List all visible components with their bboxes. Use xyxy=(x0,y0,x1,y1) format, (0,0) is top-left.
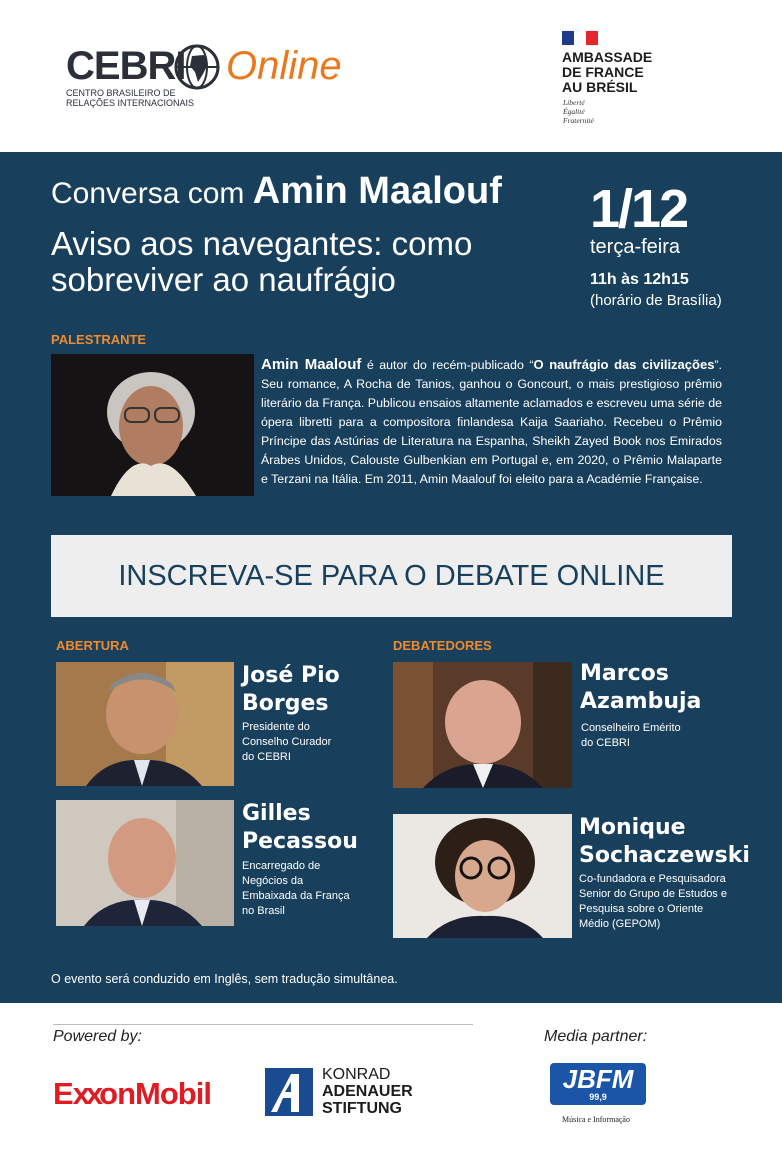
jbfm-logo-text: JBFM xyxy=(562,1064,634,1094)
exxon-letter: E xyxy=(53,1076,73,1111)
person-photo-monique-sochaczewski xyxy=(393,814,572,938)
person-photo-gilles-pecassou xyxy=(56,800,234,926)
person-role-jose-pio-borges xyxy=(242,720,331,765)
person-name-line: Sochaczewski xyxy=(579,843,750,868)
speaker-bio-name: Amin Maalouf xyxy=(261,356,362,373)
kas-line: STIFTUNG xyxy=(322,1100,402,1117)
jbfm-tagline: Música e Informação xyxy=(562,1115,630,1124)
event-timezone: (horário de Brasília) xyxy=(590,292,722,309)
globe-icon xyxy=(170,44,228,90)
motto-line: Égalité xyxy=(563,107,585,116)
person-role-line: Presidente do xyxy=(242,721,310,733)
person-name-line: José Pio xyxy=(242,663,340,688)
person-role-gilles-pecassou xyxy=(242,859,350,919)
event-title-name: Amin Maalouf xyxy=(252,170,502,212)
person-role-line: Co-fundadora e Pesquisadora xyxy=(579,873,726,885)
ambassade-line: AU BRÉSIL xyxy=(562,79,638,95)
exxon-interlocked: xx xyxy=(72,1076,100,1111)
language-note: O evento será conduzido em Inglês, sem tradução simultânea. xyxy=(51,972,398,986)
motto-line: Fraternité xyxy=(563,116,594,125)
speaker-photo xyxy=(51,354,254,496)
abertura-label: ABERTURA xyxy=(56,638,129,653)
person-role-line: do CEBRI xyxy=(242,751,291,763)
person-role-line: no Brasil xyxy=(242,905,285,917)
person-role-line: Conselho Curador xyxy=(242,736,332,748)
person-name-jose-pio-borges xyxy=(242,662,340,718)
cebri-logo-text: CEBRI xyxy=(66,44,186,88)
speaker-bio-text: é autor do recém-publicado “ xyxy=(361,358,534,372)
person-name-line: Monique xyxy=(579,815,686,840)
kas-line: ADENAUER xyxy=(322,1083,413,1100)
powered-by-label: Powered by: xyxy=(53,1028,142,1045)
event-subtitle: Aviso aos navegantes: como sobreviver ao naufrágio xyxy=(51,225,473,298)
cebri-subtitle-line: RELAÇÕES INTERNACIONAIS xyxy=(66,98,195,108)
person-photo-jose-pio-borges xyxy=(56,662,234,786)
speaker-bio-text: ”. Seu romance, A Rocha de Tanios, ganhou o Goncourt, o mais prestigioso prêmio literário da França. Publicou ensaios altamente aclamados e escreveu uma série de ópera libretti para a compositora finlandesa Kaija Saariaho. Recebeu o Prêmio Príncipe das Astúrias de Literatura na Espanha, Sheikh Zayed Book nos Emirados Árabes Unidos, Calouste Gulbenkian em Portugal e, em 2020, o Prêmio Malaparte e Terzani na Itália. Em 2011, Amin Maalouf foi eleito para a Académie Française. xyxy=(261,358,722,486)
register-banner[interactable] xyxy=(51,535,732,617)
speaker-bio-book: O naufrágio das civilizações xyxy=(533,357,715,372)
cebri-subtitle-line: CENTRO BRASILEIRO DE xyxy=(66,88,176,98)
person-role-line: Pesquisa sobre o Oriente xyxy=(579,903,704,915)
kas-logo-mark xyxy=(265,1068,313,1116)
ambassade-line: DE FRANCE xyxy=(562,64,644,80)
cebri-subtitle xyxy=(66,88,194,108)
event-hours: 11h às 12h15 xyxy=(590,271,689,288)
online-logo-text: Online xyxy=(226,44,342,88)
header xyxy=(0,0,782,152)
exxonmobil-logo xyxy=(53,1076,211,1112)
person-role-line: do CEBRI xyxy=(581,737,630,749)
jbfm-logo xyxy=(550,1063,646,1105)
person-role-line: Encarregado de xyxy=(242,860,321,872)
footer-divider xyxy=(53,1024,473,1025)
ambassade-line: AMBASSADE xyxy=(562,49,653,65)
person-name-gilles-pecassou xyxy=(242,800,358,856)
event-date: 1/12 xyxy=(590,179,688,239)
person-name-line: Borges xyxy=(242,691,329,716)
motto-line: Liberté xyxy=(563,98,585,107)
kas-line: KONRAD xyxy=(322,1066,391,1083)
ambassade-logo-text xyxy=(562,50,652,95)
person-role-marcos-azambuja xyxy=(581,721,681,751)
debatedores-label: DEBATEDORES xyxy=(393,638,492,653)
person-role-line: Senior do Grupo de Estudos e xyxy=(579,888,727,900)
event-title-prefix: Conversa com xyxy=(51,177,245,210)
speaker-label: PALESTRANTE xyxy=(51,332,147,347)
kas-a-icon xyxy=(265,1068,313,1116)
person-role-line: Médio (GEPOM) xyxy=(579,918,661,930)
person-name-monique-sochaczewski xyxy=(579,814,750,870)
register-banner-label[interactable]: INSCREVA-SE PARA O DEBATE ONLINE xyxy=(118,559,665,592)
person-role-line: Conselheiro Emérito xyxy=(581,722,681,734)
person-name-line: Gilles xyxy=(242,801,311,826)
person-name-line: Pecassou xyxy=(242,829,358,854)
kas-logo-text xyxy=(322,1066,413,1117)
jbfm-frequency: 99,9 xyxy=(589,1092,607,1102)
event-title xyxy=(51,170,502,213)
person-role-monique-sochaczewski xyxy=(579,872,727,932)
event-weekday: terça-feira xyxy=(590,236,681,258)
exxon-letter: onMobil xyxy=(99,1076,211,1111)
media-partner-label: Media partner: xyxy=(544,1028,648,1045)
person-name-line: Marcos xyxy=(580,661,669,686)
person-role-line: Embaixada da França xyxy=(242,890,350,902)
ambassade-motto xyxy=(563,98,594,125)
person-name-line: Azambuja xyxy=(580,689,702,714)
person-photo-marcos-azambuja xyxy=(393,662,572,788)
person-role-line: Negócios da xyxy=(242,875,304,887)
person-name-marcos-azambuja xyxy=(580,660,701,716)
speaker-bio xyxy=(261,355,722,489)
french-flag-icon xyxy=(562,30,600,44)
